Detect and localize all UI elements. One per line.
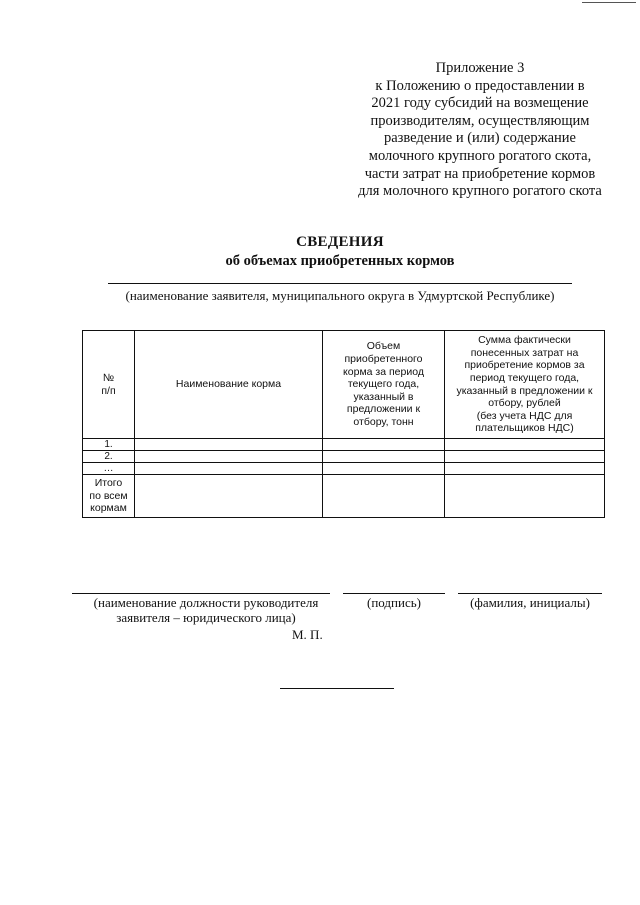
closing-line (280, 688, 394, 689)
header-costs-sum: Сумма фактически понесенных затрат на приобретение кормов за период текущего года, указанный в предложении к отбору, рублей (без учета НДС для плательщиков НДС) (445, 331, 605, 439)
appendix-line: части затрат на приобретение кормов (364, 165, 596, 182)
stamp-place-label: М. П. (292, 627, 323, 642)
header-row-number: № п/п (83, 331, 135, 439)
feed-name-cell[interactable] (135, 463, 323, 475)
feed-volume-cell[interactable] (323, 451, 445, 463)
appendix-line: молочного крупного рогатого скота, (368, 147, 592, 164)
table-row (83, 451, 605, 463)
table-header-row (83, 331, 605, 439)
appendix-line: 2021 году субсидий на возмещение (371, 95, 589, 112)
appendix-line: к Положению о предоставлении в (375, 77, 585, 94)
costs-sum-cell[interactable] (445, 451, 605, 463)
table-row (83, 439, 605, 451)
applicant-fill-line (108, 283, 572, 284)
total-costs-sum-cell[interactable] (445, 475, 605, 518)
feed-name-cell[interactable] (135, 451, 323, 463)
applicant-caption: (наименование заявителя, муниципального округа в Удмуртской Республике) (125, 288, 555, 303)
corner-mark-line (582, 2, 636, 3)
appendix-line: разведение и (или) содержание (384, 130, 576, 147)
header-feed-volume: Объем приобретенного корма за период текущего года, указанный в предложении к отбору, тонн (323, 331, 445, 439)
feed-volume-table (82, 330, 605, 518)
costs-sum-cell[interactable] (445, 439, 605, 451)
row-number-cell: 1. (83, 439, 135, 451)
signature-caption: (подпись) (367, 595, 421, 610)
appendix-header (340, 60, 620, 201)
row-number-cell: 2. (83, 451, 135, 463)
table-row (83, 463, 605, 475)
total-feed-name-cell[interactable] (135, 475, 323, 518)
appendix-line: для молочного крупного рогатого скота (358, 183, 602, 200)
name-fill-line (458, 593, 602, 594)
total-feed-volume-cell[interactable] (323, 475, 445, 518)
table-total-row (83, 475, 605, 518)
feed-volume-cell[interactable] (323, 439, 445, 451)
signature-fill-line (343, 593, 445, 594)
feed-name-cell[interactable] (135, 439, 323, 451)
name-caption: (фамилия, инициалы) (470, 595, 590, 610)
row-number-cell: … (83, 463, 135, 475)
document-title: СВЕДЕНИЯ (296, 234, 384, 250)
appendix-line: Приложение 3 (435, 60, 525, 76)
position-caption: (наименование должности руководителя заявителя – юридического лица) (93, 595, 319, 625)
header-feed-name: Наименование корма (135, 331, 323, 439)
costs-sum-cell[interactable] (445, 463, 605, 475)
feed-volume-cell[interactable] (323, 463, 445, 475)
total-label-cell: Итого по всем кормам (83, 475, 135, 518)
position-fill-line (72, 593, 330, 594)
document-subtitle: об объемах приобретенных кормов (225, 253, 455, 269)
appendix-line: производителям, осуществляющим (370, 112, 590, 129)
